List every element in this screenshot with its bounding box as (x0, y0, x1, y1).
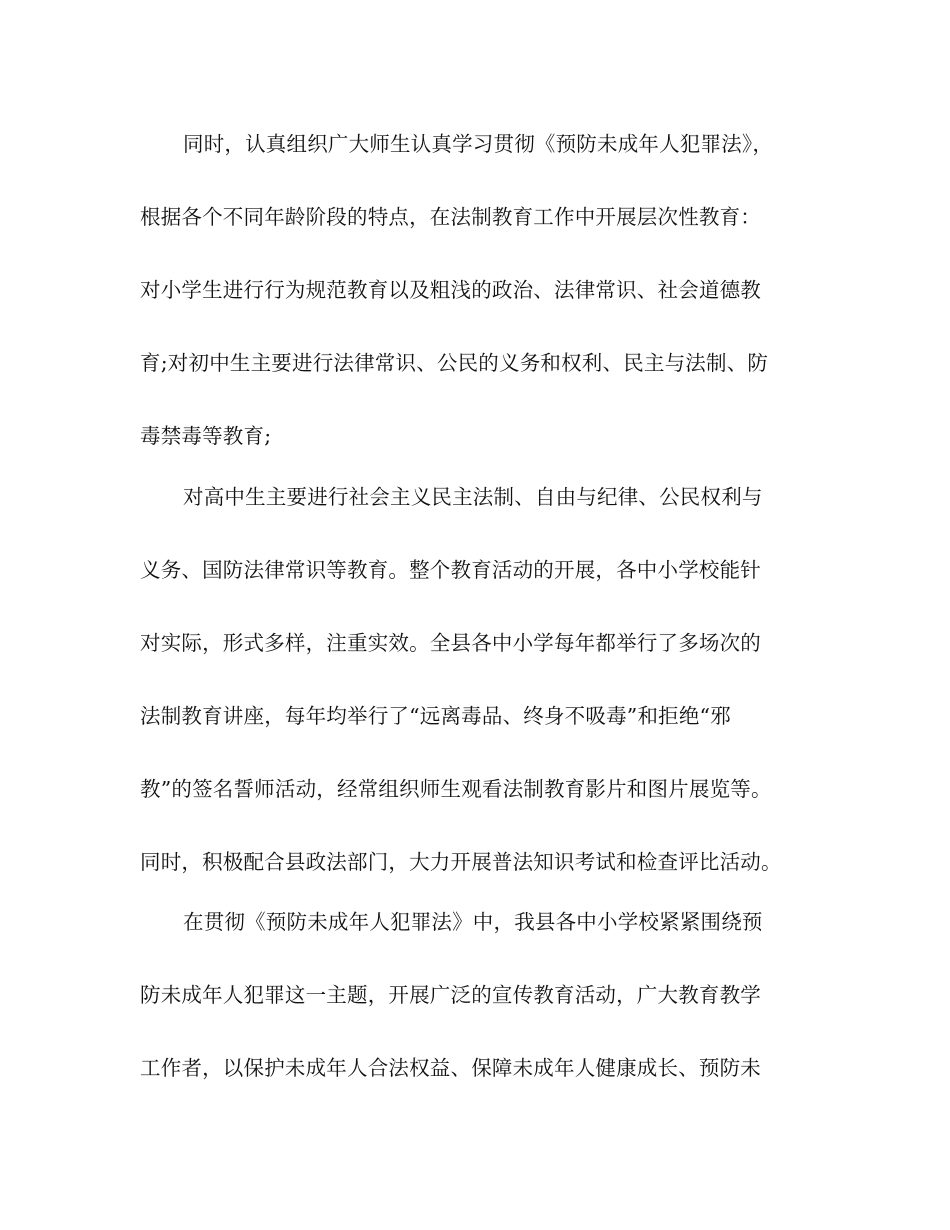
paragraph-2-line-6: 同时，积极配合县政法部门，大力开展普法知识考试和检查评比活动。 (140, 850, 782, 874)
paragraph-3-line-2: 防未成年人犯罪这一主题，开展广泛的宣传教育活动，广大教育教学 (140, 983, 761, 1007)
paragraph-2-line-1: 对高中生主要进行社会主义民主法制、自由与纪律、公民权利与 (183, 485, 763, 509)
paragraph-1-line-1: 同时，认真组织广大师生认真学习贯彻《预防未成年人犯罪法》， (183, 132, 774, 156)
paragraph-3-line-3: 工作者，以保护未成年人合法权益、保障未成年人健康成长、预防未 (140, 1056, 761, 1080)
paragraph-2-line-3: 对实际，形式多样，注重实效。全县各中小学每年都举行了多场次的 (140, 631, 761, 655)
paragraph-2-line-5: 教”的签名誓师活动，经常组织师生观看法制教育影片和图片展览等。 (140, 777, 772, 801)
paragraph-2-line-2: 义务、国防法律常识等教育。整个教育活动的开展，各中小学校能针 (140, 558, 761, 582)
paragraph-1-line-5: 毒禁毒等教育; (140, 424, 272, 448)
paragraph-2-line-4: 法制教育讲座，每年均举行了“远离毒品、终身不吸毒”和拒绝“邪 (140, 704, 731, 728)
paragraph-1-line-4: 育;对初中生主要进行法律常识、公民的义务和权利、民主与法制、防 (140, 351, 769, 375)
paragraph-1-line-3: 对小学生进行行为规范教育以及粗浅的政治、法律常识、社会道德教 (140, 278, 761, 302)
paragraph-3-line-1: 在贯彻《预防未成年人犯罪法》中，我县各中小学校紧紧围绕预 (183, 910, 763, 934)
paragraph-1-line-2: 根据各个不同年龄阶段的特点，在法制教育工作中开展层次性教育： (140, 205, 761, 229)
